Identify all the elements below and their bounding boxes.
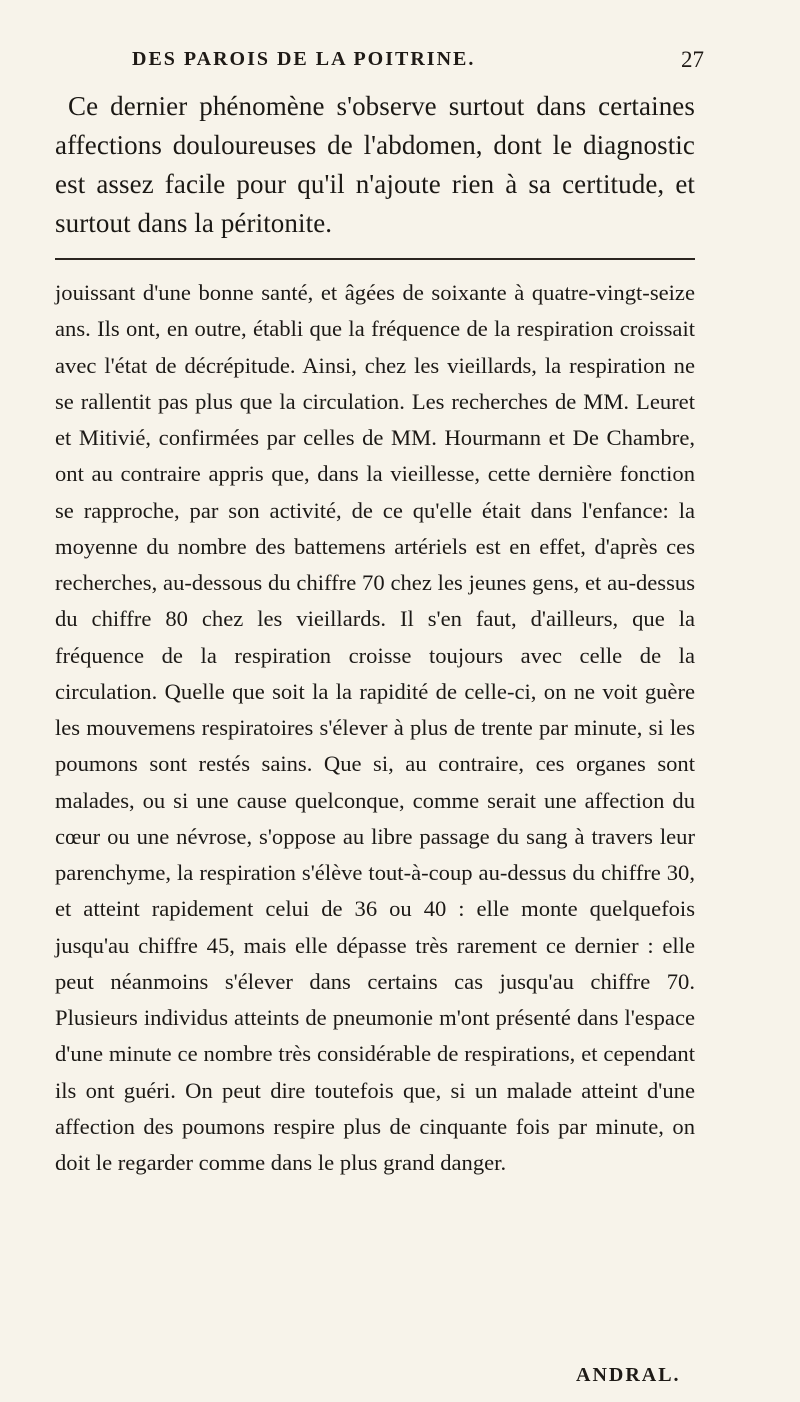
footnote-text: jouissant d'une bonne santé, et âgées de soixante à quatre-vingt-seize ans. Ils ont, en outre, établi que la fréquence de la respiration croissait avec l'état de décrépitude. Ainsi, chez les vieillards, la respiration ne se rallentit pas plus que la circulation. Les recherches de MM. Leuret et Mitivié, confirmées par celles de MM. Hourmann et De Chambre, ont au contraire appris que, dans la vieillesse, cette dernière fonction se rapproche, par son activité, de ce qu'elle était dans l'enfance: la moyenne du nombre des battemens artériels est en effet, d'après ces recherches, au-dessous du chiffre 70 chez les jeunes gens, et au-dessus du chiffre 80 chez les vieillards. Il s'en faut, d'ailleurs, que la fréquence de la respiration croisse toujours avec celle de la circulation. Quelle que soit la la rapidité de celle-ci, on ne voit guère les mouvemens respiratoires s'élever à plus de trente par minute, si les poumons sont restés sains. Que si, au contraire, ces organes sont malades, ou si une cause quelconque, comme serait une affection du cœur ou une névrose, s'oppose au libre passage du sang à travers leur parenchyme, la respiration s'élève tout-à-coup au-dessus du chiffre 30, et atteint rapidement celui de 36 ou 40 : elle monte quelquefois jusqu'au chiffre 45, mais elle dépasse très rarement ce dernier : elle peut néanmoins s'élever dans certains cas jusqu'au chiffre 70. Plusieurs individus atteints de pneumonie m'ont présenté dans l'espace d'une minute ce nombre très considérable de respirations, et cependant ils ont guéri. On peut dire toutefois que, si un malade atteint d'une affection des poumons respire plus de cinquante fois par minute, on doit le regarder comme dans le plus grand danger. [55,280,695,1175]
main-paragraph: Ce dernier phénomène s'observe surtout dans certaines affections douloureuses de l'abdomen, dont le diagnostic est assez facile pour qu'il n'ajoute rien à sa certitude, et surtout dans la péritonite. [55,91,695,238]
footnote-separator [55,258,695,260]
footnote-author: ANDRAL. [576,1364,681,1386]
page-number: 27 [681,47,704,72]
running-header: DES PAROIS DE LA POITRINE. [132,48,476,70]
